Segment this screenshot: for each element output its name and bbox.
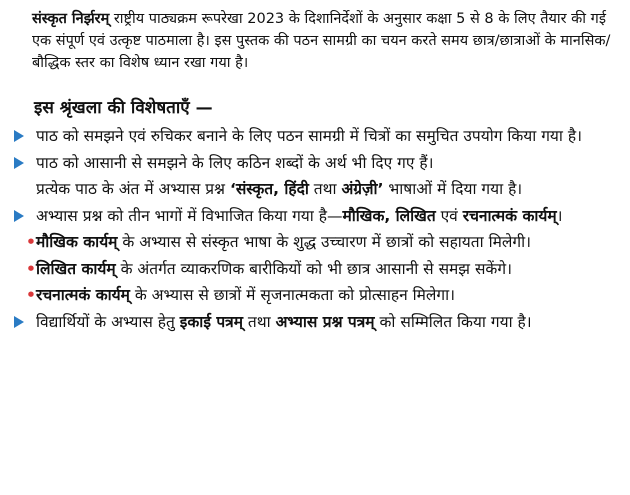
triangle-bullet-icon — [14, 316, 24, 328]
bullet-continuation: प्रत्येक पाठ के अंत में अभ्यास प्रश्न ‘संस्कृत, हिंदी तथा अंग्रेज़ी’ भाषाओं में दिया गया है। — [36, 180, 523, 198]
intro-text: राष्ट्रीय पाठ्यक्रम रूपरेखा 2023 के दिशानिर्देशों के अनुसार कक्षा 5 से 8 के लिए तैयार की गई एक संपूर्ण एवं उत्कृष्ट पाठमाला है। इस पुस्तक की पठन सामग्री का चयन करते समय छात्र/छात्राओं के मानसिक/ बौद्धिक स्तर का विशेष ध्यान रखा गया है। — [32, 11, 611, 71]
bullet-item: पाठ को समझने एवं रुचिकर बनाने के लिए पठन सामग्री में चित्रों का समुचित उपयोग किया गया है। — [12, 124, 620, 149]
bullet-item: अभ्यास प्रश्न को तीन भागों में विभाजित किया गया है—मौखिक, लिखित एवं रचनात्मकं कार्यम्। — [12, 204, 620, 229]
triangle-bullet-icon — [14, 157, 24, 169]
sub-item: • रचनात्मकं कार्यम् के अभ्यास से छात्रों में सृजनात्मकता को प्रोत्साहन मिलेगा। — [12, 283, 620, 308]
triangle-bullet-icon — [14, 210, 24, 222]
dot-bullet-icon: • — [26, 259, 36, 278]
intro-title: संस्कृत निर्झरम् — [32, 11, 110, 27]
bullet-item: पाठ को आसानी से समझने के लिए कठिन शब्दों के अर्थ भी दिए गए हैं। — [12, 151, 620, 176]
triangle-bullet-icon — [14, 130, 24, 142]
sub-item: • मौखिक कार्यम् के अभ्यास से संस्कृत भाषा के शुद्ध उच्चारण में छात्रों को सहायता मिलेगी। — [12, 230, 620, 255]
features-heading: इस श्रृंखला की विशेषताएँ — — [34, 98, 213, 118]
sub-item: • लिखित कार्यम् के अंतर्गत व्याकरणिक बारीकियों को भी छात्र आसानी से समझ सकेंगे। — [12, 257, 620, 282]
dot-bullet-icon: • — [26, 233, 36, 251]
bullet-item: विद्यार्थियों के अभ्यास हेतु इकाई पत्रम् तथा अभ्यास प्रश्न पत्रम् को सम्मिलित किया गया है। — [12, 310, 620, 335]
dot-bullet-icon: • — [26, 286, 36, 304]
intro-paragraph — [32, 8, 620, 74]
